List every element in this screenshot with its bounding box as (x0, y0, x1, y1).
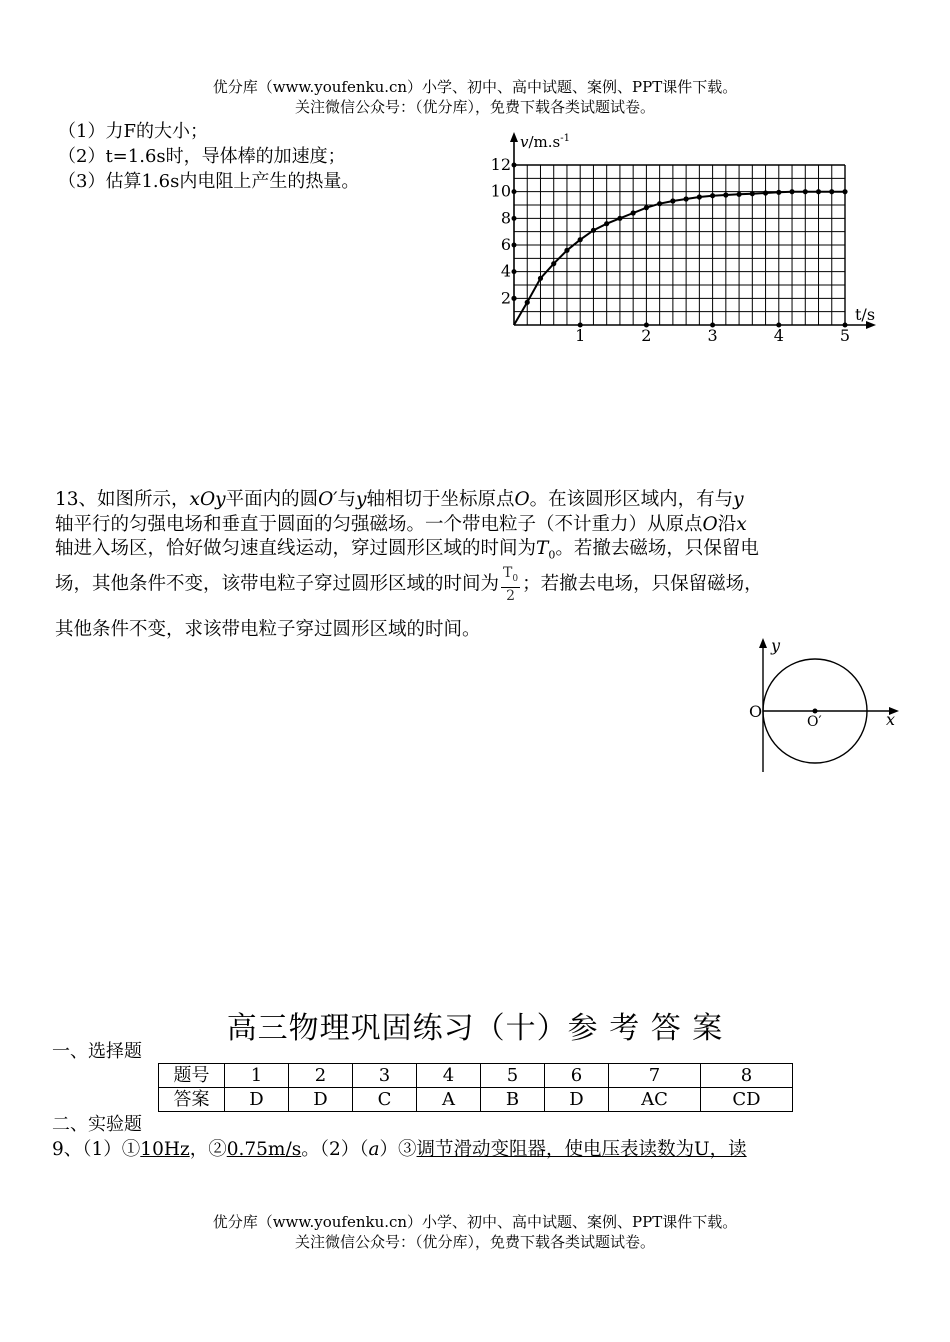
x-tick-label: 4 (773, 326, 784, 345)
table-row-answers (159, 1088, 793, 1112)
footer-line-2: 关注微信公众号：（优分库），免费下载各类试题试卷。 (294, 1233, 655, 1251)
footer-line-1: 优分库（www.youfenku.cn）小学、初中、高中试题、案例、PPT课件下载。 (212, 1213, 738, 1231)
data-point (538, 276, 543, 281)
y-tick-marker (512, 189, 517, 194)
question-number-cell: 1 (225, 1064, 289, 1088)
data-point (564, 248, 569, 253)
answer-cell: B (481, 1088, 545, 1112)
data-point (525, 300, 530, 305)
data-point (644, 205, 649, 210)
y-tick-label: 6 (500, 235, 511, 254)
data-point (829, 189, 834, 194)
q13-line-4: 场，其他条件不变，该带电粒子穿过圆形区域的时间为 $\frac{T_0}{2}$ ；若撤去电场，只保留磁场， (55, 565, 763, 604)
x-tick-label: 2 (641, 326, 652, 345)
y-tick-marker (512, 163, 517, 168)
q12-part-2: （2）t=1.6s时，导体棒的加速度； (58, 146, 346, 167)
y-tick-label: 8 (500, 208, 511, 228)
data-point (723, 192, 728, 197)
data-point (631, 210, 636, 215)
data-point (551, 261, 556, 266)
section-experiment: 二、实验题 (52, 1114, 142, 1135)
q9-answer-line: 9、（1）①10Hz，②0.75m/s。（2）（a）③调节滑动变阻器，使电压表读数为U，读 (52, 1139, 747, 1160)
q13-line-1: 13、如图所示，xOy平面内的圆O′与y轴相切于坐标原点O。在该圆形区域内，有与y (55, 489, 744, 510)
y-tick-marker (512, 216, 517, 221)
y-tick-marker (512, 243, 517, 248)
y-tick-label: 12 (490, 155, 511, 174)
data-point (591, 228, 596, 233)
diagram-y-arrow (759, 638, 767, 648)
row-header-question-number: 题号 (159, 1064, 225, 1088)
data-point (750, 191, 755, 196)
circle-center-dot (813, 709, 818, 714)
question-number-cell: 6 (545, 1064, 609, 1088)
diagram-center-label: O′ (807, 714, 822, 730)
data-point (684, 196, 689, 201)
section-multiple-choice: 一、选择题 (52, 1041, 142, 1062)
header-line-2: 关注微信公众号：（优分库），免费下载各类试题试卷。 (294, 98, 655, 116)
answer-table (158, 1063, 793, 1112)
data-point-extra (511, 296, 516, 301)
x-tick-label: 1 (575, 326, 586, 345)
question-number-cell: 5 (481, 1064, 545, 1088)
x-tick-label: 5 (839, 326, 851, 345)
header-line-1: 优分库（www.youfenku.cn）小学、初中、高中试题、案例、PPT课件下载。 (212, 78, 738, 96)
circle-field-diagram (740, 632, 910, 782)
data-point (736, 192, 741, 197)
data-point (617, 216, 622, 221)
question-number-cell: 3 (353, 1064, 417, 1088)
data-point (604, 221, 609, 226)
answer-cell: CD (701, 1088, 793, 1112)
data-point (803, 189, 808, 194)
question-number-cell: 8 (701, 1064, 793, 1088)
answer-title: 高三物理巩固练习（十）参 考 答 案 (226, 1011, 724, 1046)
velocity-time-chart (480, 125, 900, 350)
data-point (816, 189, 821, 194)
data-point (697, 194, 702, 199)
diagram-origin-label: O (749, 702, 763, 721)
data-point (710, 193, 715, 198)
chart-axes (510, 132, 876, 329)
data-point (657, 201, 662, 206)
data-point (776, 190, 781, 195)
data-point (763, 190, 768, 195)
q13-line-5: 其他条件不变，求该带电粒子穿过圆形区域的时间。 (55, 619, 481, 640)
y-axis-arrow (510, 132, 518, 142)
x-axis-label: t/s (855, 305, 876, 324)
table-row-question-numbers (159, 1064, 793, 1088)
row-header-answer: 答案 (159, 1088, 225, 1112)
data-point (670, 198, 675, 203)
question-number-cell: 7 (609, 1064, 701, 1088)
fraction-t0-over-2: $\frac{T_0}{2}$ (503, 565, 519, 604)
answer-cell: AC (609, 1088, 701, 1112)
data-point (578, 237, 583, 242)
y-tick-label: 2 (500, 288, 511, 308)
q13-line-2: 轴平行的匀强电场和垂直于圆面的匀强磁场。一个带电粒子（不计重力）从原点O沿x (55, 514, 747, 535)
chart-grid (514, 165, 845, 325)
answer-cell: A (417, 1088, 481, 1112)
q12-part-1: （1）力F的大小； (58, 121, 208, 142)
series-points (511, 189, 847, 305)
diagram-x-label: x (886, 710, 896, 729)
question-number-cell: 2 (289, 1064, 353, 1088)
answer-cell: D (225, 1088, 289, 1112)
answer-cell: D (289, 1088, 353, 1112)
y-axis-label: $v/m.s^{-1}$ (520, 133, 570, 151)
y-tick-label: 10 (490, 181, 511, 201)
x-tick-label: 3 (707, 326, 718, 345)
diagram-y-label: y (771, 636, 781, 655)
q12-part-3: （3）估算1.6s内电阻上产生的热量。 (58, 171, 360, 192)
answer-cell: D (545, 1088, 609, 1112)
data-point (842, 189, 847, 194)
q13-line-3: 轴进入场区，恰好做匀速直线运动，穿过圆形区域的时间为$T_0$。若撤去磁场，只保留电 (55, 538, 759, 562)
data-point (789, 189, 794, 194)
question-number-cell: 4 (417, 1064, 481, 1088)
y-tick-marker (512, 269, 517, 274)
chart-ticks (491, 155, 850, 345)
answer-cell: C (353, 1088, 417, 1112)
y-tick-label: 4 (500, 261, 511, 281)
